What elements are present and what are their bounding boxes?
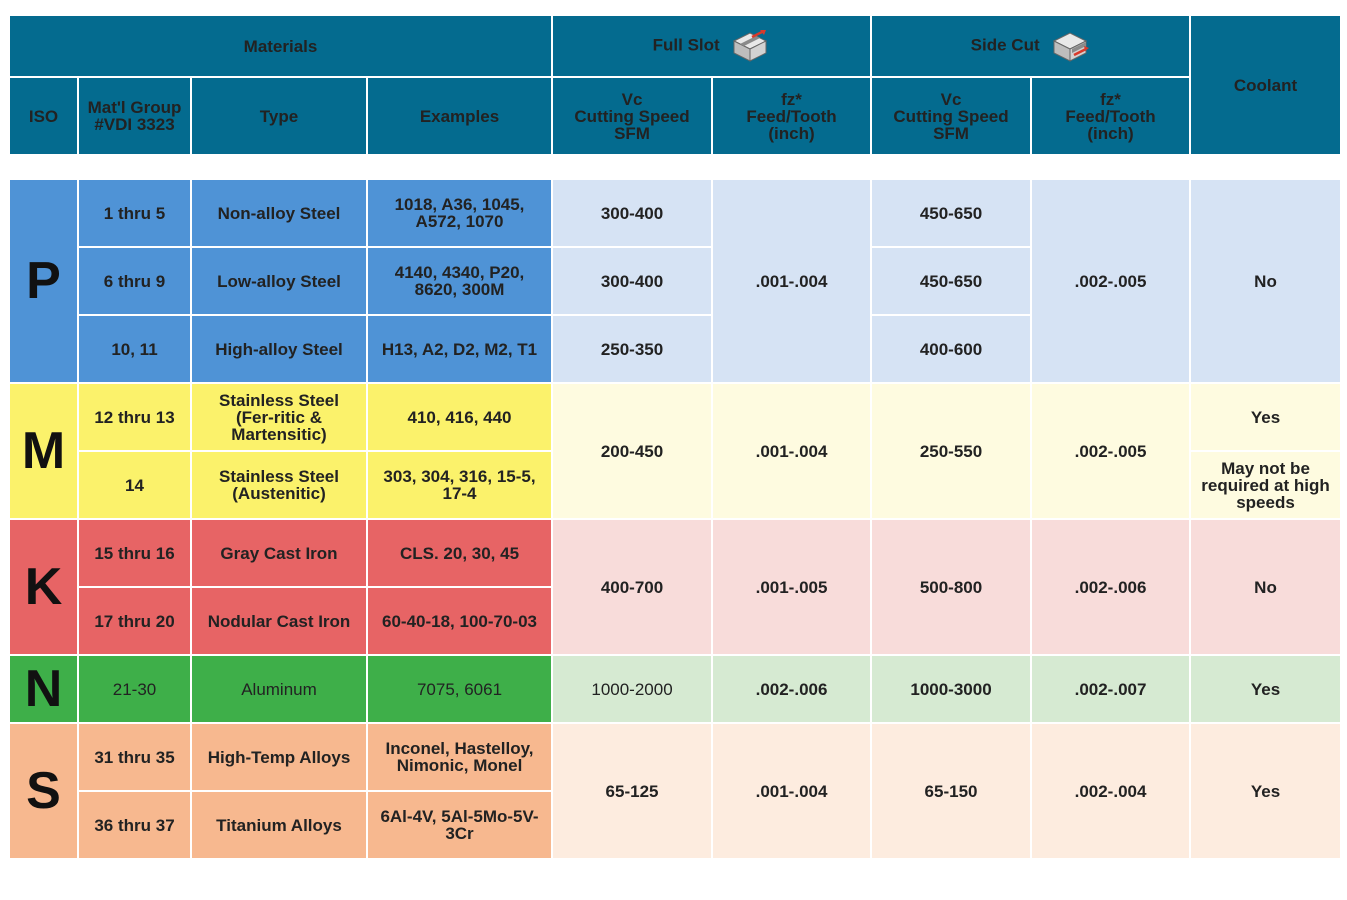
fz-side-cell: .002-.006 bbox=[1031, 519, 1190, 655]
vc-side-cell: 400-600 bbox=[871, 315, 1031, 383]
vc-full-cell: 300-400 bbox=[552, 179, 712, 247]
examples-cell: H13, A2, D2, M2, T1 bbox=[367, 315, 552, 383]
examples-cell: 410, 416, 440 bbox=[367, 383, 552, 451]
fz-line3: (inch) bbox=[768, 123, 815, 143]
examples-cell: Inconel, Hastelloy, Nimonic, Monel bbox=[367, 723, 552, 791]
vc-side-cell: 450-650 bbox=[871, 247, 1031, 315]
fz-line1: fz* bbox=[1100, 89, 1121, 109]
vc-line1: Vc bbox=[940, 89, 962, 109]
fz-line2: Feed/Tooth bbox=[1065, 106, 1156, 126]
type-header: Type bbox=[191, 77, 367, 155]
table-row bbox=[9, 655, 1341, 723]
fz-line2: Feed/Tooth bbox=[746, 106, 837, 126]
full-slot-vc-header bbox=[552, 77, 712, 155]
header-row-2 bbox=[9, 77, 1341, 155]
vc-full-cell: 400-700 bbox=[552, 519, 712, 655]
coolant-cell: Yes bbox=[1190, 655, 1341, 723]
group-header-line2: #VDI 3323 bbox=[94, 115, 175, 134]
fz-full-cell: .001-.004 bbox=[712, 383, 871, 519]
iso-cell-p: P bbox=[9, 179, 78, 383]
header-row-1 bbox=[9, 15, 1341, 77]
group-cell: 36 thru 37 bbox=[78, 791, 191, 859]
vc-side-cell: 65-150 bbox=[871, 723, 1031, 859]
fz-side-cell: .002-.005 bbox=[1031, 179, 1190, 383]
side-cut-header bbox=[871, 15, 1190, 77]
coolant-cell: Yes bbox=[1190, 383, 1341, 451]
iso-cell-m: M bbox=[9, 383, 78, 519]
iso-cell-n: N bbox=[9, 655, 78, 723]
type-cell: Stainless Steel (Fer-ritic & Martensitic) bbox=[191, 383, 367, 451]
coolant-cell: May not be required at high speeds bbox=[1190, 451, 1341, 519]
vc-line1: Vc bbox=[621, 89, 643, 109]
group-cell: 12 thru 13 bbox=[78, 383, 191, 451]
group-cell: 17 thru 20 bbox=[78, 587, 191, 655]
iso-cell-k: K bbox=[9, 519, 78, 655]
group-header bbox=[78, 77, 191, 155]
table-row bbox=[9, 383, 1341, 451]
iso-header: ISO bbox=[9, 77, 78, 155]
vc-line3: SFM bbox=[614, 123, 650, 143]
coolant-cell: Yes bbox=[1190, 723, 1341, 859]
group-cell: 21-30 bbox=[78, 655, 191, 723]
vc-side-cell: 1000-3000 bbox=[871, 655, 1031, 723]
group-cell: 1 thru 5 bbox=[78, 179, 191, 247]
iso-cell-s: S bbox=[9, 723, 78, 859]
type-cell: High-Temp Alloys bbox=[191, 723, 367, 791]
type-cell: Titanium Alloys bbox=[191, 791, 367, 859]
table-row bbox=[9, 519, 1341, 587]
examples-header: Examples bbox=[367, 77, 552, 155]
type-cell: Non-alloy Steel bbox=[191, 179, 367, 247]
group-cell: 6 thru 9 bbox=[78, 247, 191, 315]
full-slot-header bbox=[552, 15, 871, 77]
vc-full-cell: 250-350 bbox=[552, 315, 712, 383]
fz-side-cell: .002-.005 bbox=[1031, 383, 1190, 519]
fz-full-cell: .001-.004 bbox=[712, 179, 871, 383]
vc-full-cell: 300-400 bbox=[552, 247, 712, 315]
group-cell: 14 bbox=[78, 451, 191, 519]
fz-side-cell: .002-.004 bbox=[1031, 723, 1190, 859]
fz-side-cell: .002-.007 bbox=[1031, 655, 1190, 723]
group-cell: 10, 11 bbox=[78, 315, 191, 383]
fz-full-cell: .002-.006 bbox=[712, 655, 871, 723]
fz-full-cell: .001-.004 bbox=[712, 723, 871, 859]
fz-line3: (inch) bbox=[1087, 123, 1134, 143]
examples-cell: 6Al-4V, 5Al-5Mo-5V-3Cr bbox=[367, 791, 552, 859]
group-cell: 31 thru 35 bbox=[78, 723, 191, 791]
examples-cell: 1018, A36, 1045, A572, 1070 bbox=[367, 179, 552, 247]
type-cell: Low-alloy Steel bbox=[191, 247, 367, 315]
vc-line3: SFM bbox=[933, 123, 969, 143]
coolant-header: Coolant bbox=[1190, 15, 1341, 155]
full-slot-label: Full Slot bbox=[652, 35, 720, 55]
examples-cell: 60-40-18, 100-70-03 bbox=[367, 587, 552, 655]
coolant-cell: No bbox=[1190, 519, 1341, 655]
vc-full-cell: 200-450 bbox=[552, 383, 712, 519]
type-cell: Nodular Cast Iron bbox=[191, 587, 367, 655]
fz-line1: fz* bbox=[781, 89, 802, 109]
group-header-line1: Mat'l Group bbox=[87, 98, 182, 117]
side-cut-fz-header bbox=[1031, 77, 1190, 155]
type-cell: Aluminum bbox=[191, 655, 367, 723]
full-slot-fz-header bbox=[712, 77, 871, 155]
table-row bbox=[9, 179, 1341, 247]
examples-cell: CLS. 20, 30, 45 bbox=[367, 519, 552, 587]
vc-full-cell: 1000-2000 bbox=[552, 655, 712, 723]
vc-side-cell: 250-550 bbox=[871, 383, 1031, 519]
vc-full-cell: 65-125 bbox=[552, 723, 712, 859]
speeds-feeds-table bbox=[8, 14, 1342, 860]
vc-side-cell: 450-650 bbox=[871, 179, 1031, 247]
group-cell: 15 thru 16 bbox=[78, 519, 191, 587]
type-cell: High-alloy Steel bbox=[191, 315, 367, 383]
examples-cell: 4140, 4340, P20, 8620, 300M bbox=[367, 247, 552, 315]
coolant-cell: No bbox=[1190, 179, 1341, 383]
type-cell: Stainless Steel (Austenitic) bbox=[191, 451, 367, 519]
examples-cell: 303, 304, 316, 15-5, 17-4 bbox=[367, 451, 552, 519]
type-cell: Gray Cast Iron bbox=[191, 519, 367, 587]
vc-line2: Cutting Speed bbox=[893, 106, 1009, 126]
side-cut-cube-icon bbox=[1050, 29, 1090, 63]
materials-header: Materials bbox=[9, 15, 552, 77]
side-cut-vc-header bbox=[871, 77, 1031, 155]
vc-line2: Cutting Speed bbox=[574, 106, 690, 126]
side-cut-label: Side Cut bbox=[970, 35, 1040, 55]
examples-cell: 7075, 6061 bbox=[367, 655, 552, 723]
spacer-row bbox=[9, 155, 1341, 179]
table-row bbox=[9, 723, 1341, 791]
vc-side-cell: 500-800 bbox=[871, 519, 1031, 655]
full-slot-cube-icon bbox=[730, 29, 770, 63]
fz-full-cell: .001-.005 bbox=[712, 519, 871, 655]
